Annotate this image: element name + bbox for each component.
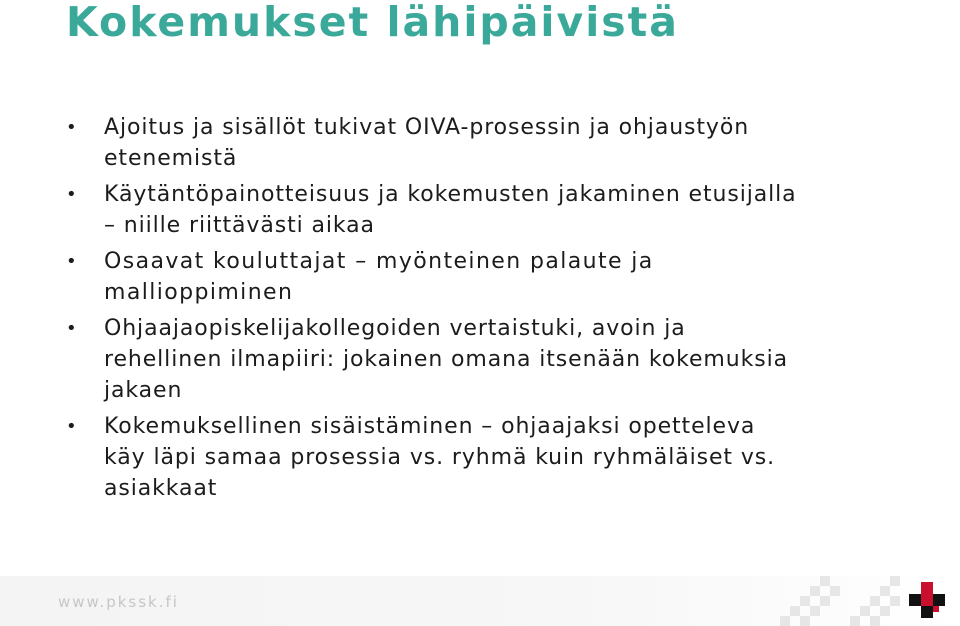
- bullet-list: [66, 112, 926, 509]
- bullet-text: Kokemuksellinen sisäistäminen – ohjaajaksi opetteleva käy läpi samaa prosessia vs. ryhmä kuin ryhmäläiset vs. asiakkaat: [104, 414, 775, 501]
- bullet-dot-icon: •: [66, 416, 78, 437]
- bullet-text: Osaavat kouluttajat – myönteinen palaute ja mallioppiminen: [104, 249, 654, 305]
- bullet-text: Ohjaajaopiskelijakollegoiden vertaistuki, avoin ja rehellinen ilmapiiri: jokainen omana itsenään kokemuksia jakaen: [104, 316, 788, 403]
- bullet-text: Käytäntöpainotteisuus ja kokemusten jakaminen etusijalla – niille riittävästi aikaa: [104, 182, 797, 238]
- bullet-item: [66, 313, 926, 406]
- bullet-dot-icon: •: [66, 318, 78, 339]
- bullet-dot-icon: •: [66, 117, 78, 138]
- bullet-item: [66, 246, 926, 308]
- pkssk-logo-icon: [909, 582, 945, 618]
- footer-bar: [0, 576, 960, 626]
- slide-title: Kokemukset lähipäivistä: [66, 0, 679, 46]
- bullet-text: Ajoitus ja sisällöt tukivat OIVA-prosessin ja ohjaustyön etenemistä: [104, 115, 750, 171]
- bullet-dot-icon: •: [66, 251, 79, 272]
- bullet-item: [66, 112, 926, 174]
- bullet-dot-icon: •: [66, 184, 78, 205]
- checker-pattern-decoration: [780, 576, 910, 626]
- footer-url: www.pkssk.fi: [58, 593, 179, 611]
- bullet-item: [66, 411, 926, 504]
- bullet-item: [66, 179, 926, 241]
